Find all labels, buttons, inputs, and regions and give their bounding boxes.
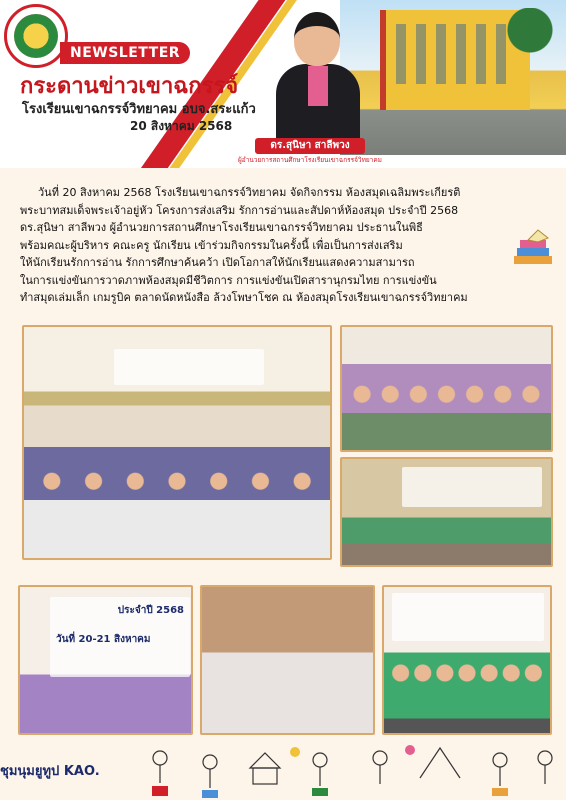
photo-music-performance <box>340 457 553 567</box>
article-body <box>20 184 560 307</box>
photo-crowd <box>388 649 546 729</box>
dates-banner-text: วันที่ 20-21 สิงหาคม <box>56 634 151 645</box>
issue-date: 20 สิงหาคม 2568 <box>130 119 233 133</box>
newsletter-title: กระดานข่าวเขาฉกรรจ์ <box>20 74 239 99</box>
school-emblem-icon <box>14 14 58 58</box>
footer-credit: ชุมนุมยูทูป KAO. <box>0 764 100 779</box>
photo-speaker <box>18 585 193 735</box>
article-line: ทำสมุดเล่มเล็ก เกมรูบิค ตลาดนัดหนังสือ ล้วงโพษาโชค ณ ห้องสมุดโรงเรียนเขาฉกรรจ์วิทยาคม <box>20 291 468 304</box>
article-line: ในการแข่งขันการวาดภาพห้องสมุดมีชีวิตการ การแข่งขันเปิดสารานุกรมไทย การแข่งขัน <box>20 273 437 287</box>
palm-tree-image <box>500 8 560 118</box>
photo-executives <box>340 325 553 452</box>
article-line: ให้นักเรียนรักการอ่าน รักการศึกษาค้นคว้า เปิดโอกาสให้นักเรียนแสดงความสามารถ <box>20 256 415 269</box>
article-line: ดร.สุนิษา สาลีพวง ผู้อำนวยการสถานศึกษาโรงเรียนเขาฉกรรจ์วิทยาคม ประธานในพิธี <box>20 221 423 234</box>
director-name-tag: ดร.สุนิษา สาลีพวง <box>255 138 365 154</box>
photo-banner-year <box>50 597 190 677</box>
school-name: โรงเรียนเขาฉกรรจ์วิทยาคม อบจ.สระแก้ว <box>22 102 256 117</box>
books-icon <box>508 228 558 272</box>
photo-banner <box>402 467 542 507</box>
director-role: ผู้อำนวยการสถานศึกษาโรงเรียนเขาฉกรรจ์วิทยาคม <box>238 156 382 164</box>
photo-crowd <box>346 372 547 446</box>
kids-doodle-illustration <box>140 738 566 800</box>
year-banner-text: ประจำปี 2568 <box>117 605 184 616</box>
photo-banner <box>392 593 544 641</box>
article-line: พระบาทสมเด็จพระเจ้าอยู่หัว โครงการส่งเสริม รักการอ่านและสัปดาห์ห้องสมุด ประจำปี 2568 <box>20 203 459 217</box>
article-line: วันที่ 20 สิงหาคม 2568 โรงเรียนเขาฉกรรจ์วิทยาคม จัดกิจกรรม ห้องสมุดเฉลิมพระเกียรติ <box>38 186 461 199</box>
photo-student-drawing <box>200 585 375 735</box>
photo-award-ceremony <box>382 585 552 735</box>
photo-crowd <box>28 450 326 554</box>
school-logo <box>4 4 68 68</box>
article-line: พร้อมคณะผู้บริหาร คณะครู นักเรียน เข้าร่วมกิจกรรมในครั้งนี้ เพื่อเป็นการส่งเสริม <box>20 238 403 252</box>
photo-banner <box>114 349 264 385</box>
portrait-head <box>294 12 340 66</box>
portrait-shirt <box>308 66 328 106</box>
photo-group-students <box>22 325 332 560</box>
newsletter-badge: NEWSLETTER <box>60 42 190 64</box>
director-portrait <box>270 8 366 138</box>
newsletter-header <box>0 0 566 168</box>
